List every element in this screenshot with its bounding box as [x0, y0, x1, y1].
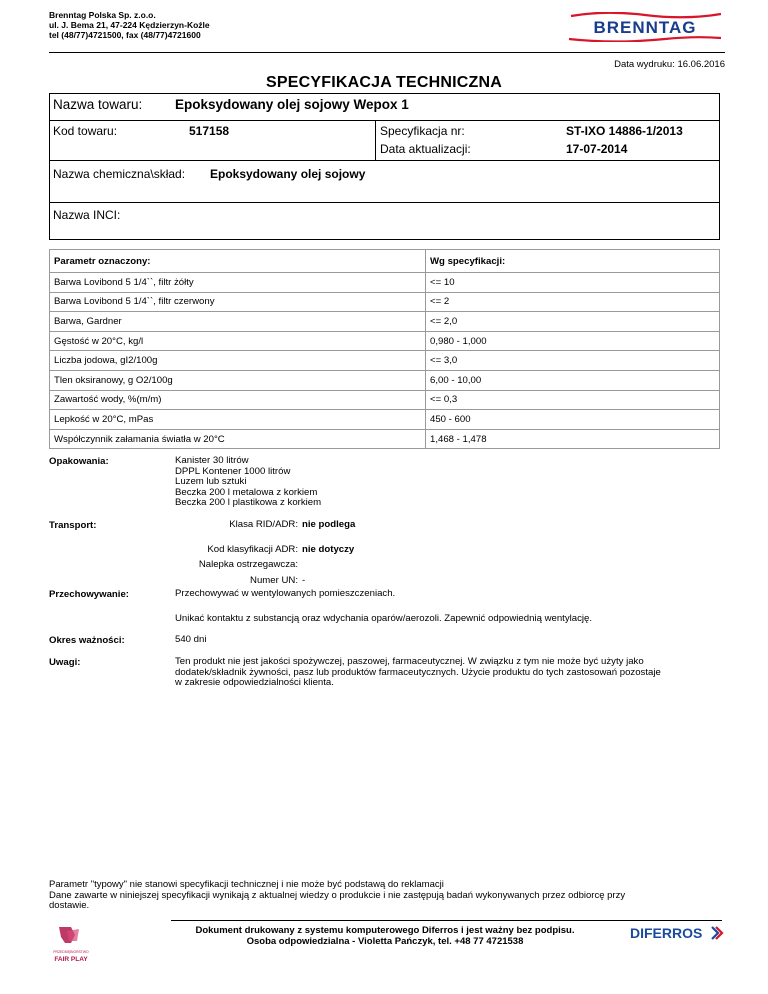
footer-printed-line-2: Osoba odpowiedzialna - Violetta Pańczyk, tel. +48 77 4721538	[246, 936, 524, 947]
table-row	[50, 273, 720, 293]
remarks-text	[175, 657, 720, 689]
parameter-name-cell: Barwa Lovibond 5 1/4``, filtr żółty	[50, 273, 426, 293]
print-date: Data wydruku: 16.06.2016	[614, 59, 725, 70]
parameter-value-cell: <= 10	[426, 273, 720, 293]
storage-label: Przechowywanie:	[49, 589, 129, 600]
packaging-item: Kanister 30 litrów	[175, 455, 249, 466]
parameter-name-cell: Barwa, Gardner	[50, 312, 426, 332]
table-row	[50, 331, 720, 351]
storage-line-1: Przechowywać w wentylowanych pomieszczeniach.	[175, 588, 396, 599]
fair-play-small-text: PRZEDSIĘBIORSTWO	[53, 950, 89, 954]
remarks-label: Uwagi:	[49, 657, 81, 668]
remarks-line-2: dodatek/składnik żywności, pasz lub produktów farmaceutycznych. Użycie produktu do tych zastosowań pozostaje	[175, 666, 661, 678]
parameter-name-cell: Zawartość wody, %(m/m)	[50, 390, 426, 410]
company-address: ul. J. Bema 21, 47-224 Kędzierzyn-Koźle	[49, 20, 210, 30]
footer-divider	[171, 920, 722, 921]
document-title: SPECYFIKACJA TECHNICZNA	[265, 74, 503, 91]
parameter-name-cell: Gęstość w 20°C, kg/l	[50, 331, 426, 351]
divider	[49, 202, 720, 203]
remarks-line-1: Ten produkt nie jest jakości spożywczej, paszowej, farmaceutycznej. W związku z tym nie może być użyty jako	[175, 656, 644, 667]
company-name: Brenntag Polska Sp. z.o.o.	[49, 10, 156, 20]
packaging-item: Luzem lub sztuki	[175, 476, 247, 487]
parameter-name-cell: Lepkość w 20°C, mPas	[50, 410, 426, 430]
footer-note-line-3: dostawie.	[49, 900, 90, 911]
adr-class-code-value: nie dotyczy	[302, 544, 355, 555]
update-date-value: 17-07-2014	[566, 142, 628, 156]
table-row	[50, 351, 720, 371]
packaging-item: Beczka 200 l plastikowa z korkiem	[175, 497, 322, 508]
product-code-value: 517158	[189, 124, 230, 138]
footer-note	[49, 880, 721, 912]
remarks-line-3: w zakresie odpowiedzialności klienta.	[175, 677, 334, 688]
parameter-name-cell: Współczynnik załamania światła w 20°C	[50, 429, 426, 449]
parameter-value-cell: 0,980 - 1,000	[426, 331, 720, 351]
inci-name-label: Nazwa INCI:	[53, 208, 121, 222]
parameter-value-cell: <= 0,3	[426, 390, 720, 410]
divider	[375, 120, 376, 160]
brenntag-logo	[565, 12, 725, 42]
column-header-parameter: Parametr oznaczony:	[50, 250, 426, 273]
chemical-name-value: Epoksydowany olej sojowy	[210, 167, 366, 181]
fair-play-text: FAIR PLAY	[54, 956, 88, 963]
packaging-item: DPPL Kontener 1000 litrów	[175, 465, 291, 477]
column-header-specification: Wg specyfikacji:	[426, 250, 720, 273]
storage-line-2: Unikać kontaktu z substancją oraz wdychania oparów/aerozoli. Zapewnić odpowiednią wentylację.	[175, 613, 593, 624]
un-number-label: Numer UN:	[250, 575, 298, 586]
adr-class-code-label: Kod klasyfikacji ADR:	[207, 544, 298, 555]
parameter-value-cell: <= 2,0	[426, 312, 720, 332]
divider	[49, 120, 720, 121]
table-row	[50, 370, 720, 390]
shelf-life-value: 540 dni	[175, 634, 207, 645]
rid-adr-value: nie podlega	[302, 519, 356, 530]
parameter-value-cell: 1,468 - 1,478	[426, 429, 720, 449]
company-contact: tel (48/77)4721500, fax (48/77)4721600	[49, 30, 201, 40]
parameter-name-cell: Liczba jodowa, gI2/100g	[50, 351, 426, 371]
table-header-row	[50, 250, 720, 273]
rid-adr-label: Klasa RID/ADR:	[229, 519, 298, 530]
shelf-life-label: Okres ważności:	[49, 635, 125, 646]
parameter-value-cell: 450 - 600	[426, 410, 720, 430]
footer-note-line-2: Dane zawarte w niniejszej specyfikacji wynikają z aktualnej wiedzy o produkcie i nie zastępują badań wykonywanych przez odbiorcę przy	[49, 889, 626, 901]
parameter-value-cell: <= 2	[426, 292, 720, 312]
product-name-value: Epoksydowany olej sojowy Wepox 1	[175, 97, 409, 112]
divider	[49, 160, 720, 161]
diferros-logo-text: DIFERROS	[630, 925, 703, 941]
footer-note-line-1: Parametr "typowy" nie stanowi specyfikacji technicznej i nie może być podstawą do reklamacji	[49, 879, 444, 890]
table-row	[50, 312, 720, 332]
parameter-name-cell: Barwa Lovibond 5 1/4``, filtr czerwony	[50, 292, 426, 312]
packaging-list	[175, 456, 321, 509]
footer-printed-line-1: Dokument drukowany z systemu komputerowego Diferros i jest ważny bez podpisu.	[195, 925, 575, 936]
spec-number-label: Specyfikacja nr:	[380, 124, 465, 138]
transport-label: Transport:	[49, 520, 97, 531]
header-divider	[49, 52, 725, 53]
table-row	[50, 429, 720, 449]
footer-printed-info	[150, 925, 620, 947]
packaging-item: Beczka 200 l metalowa z korkiem	[175, 486, 318, 498]
company-info	[49, 10, 210, 40]
fair-play-logo	[49, 923, 93, 967]
product-code-label: Kod towaru:	[53, 124, 118, 138]
brenntag-logo-text: BRENNTAG	[593, 18, 697, 37]
table-row	[50, 390, 720, 410]
parameter-value-cell: <= 3,0	[426, 351, 720, 371]
table-row	[50, 410, 720, 430]
chemical-name-label: Nazwa chemiczna\skład:	[53, 167, 186, 181]
table-row	[50, 292, 720, 312]
un-number-value: -	[302, 575, 306, 586]
warning-label-label: Nalepka ostrzegawcza:	[198, 559, 298, 570]
spec-number-value: ST-IXO 14886-1/2013	[566, 124, 683, 138]
update-date-label: Data aktualizacji:	[380, 142, 471, 156]
product-name-label: Nazwa towaru:	[53, 97, 143, 112]
parameter-name-cell: Tlen oksiranowy, g O2/100g	[50, 370, 426, 390]
parameters-table	[49, 249, 720, 449]
packaging-label: Opakowania:	[49, 456, 109, 467]
parameter-value-cell: 6,00 - 10,00	[426, 370, 720, 390]
diferros-logo	[628, 922, 724, 944]
